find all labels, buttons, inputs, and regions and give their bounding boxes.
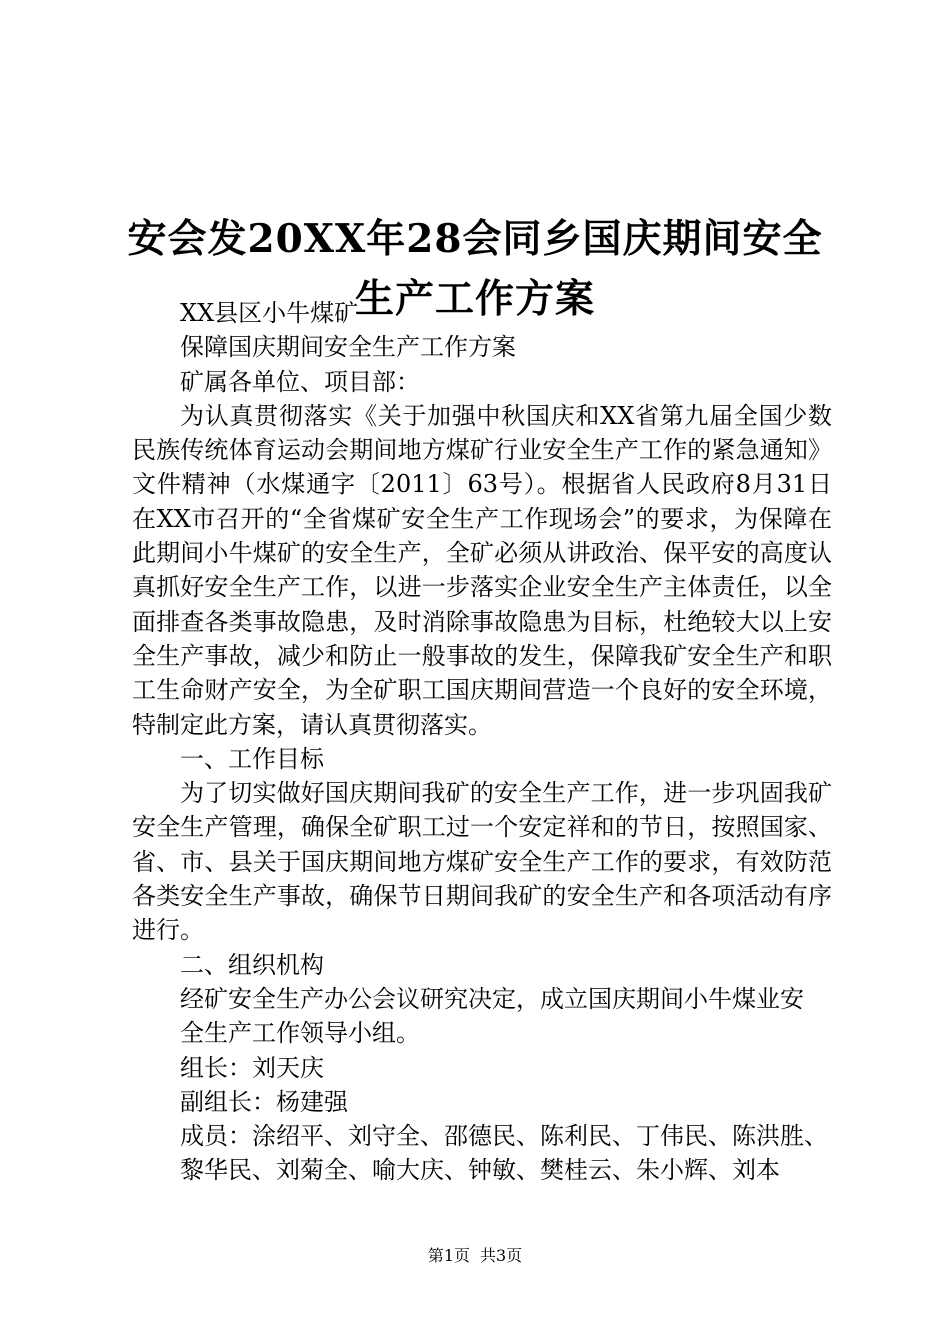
paragraph-leader: 组长：刘天庆 [180, 1053, 324, 1082]
paragraph-members: 成员：涂绍平、刘守全、邵德民、陈利民、丁伟民、陈洪胜、 [180, 1122, 828, 1151]
paragraph-mine-name: XX县区小牛煤矿 [180, 299, 359, 327]
document-body [132, 296, 832, 1188]
paragraph-members-cont: 黎华民、刘菊全、喻大庆、钟敏、樊桂云、朱小辉、刘本 [180, 1156, 780, 1185]
page-footer [0, 1244, 950, 1268]
paragraph-organization: 经矿安全生产办公会议研究决定，成立国庆期间小牛煤业安 [180, 984, 804, 1013]
paragraph-deputy-leader: 副组长：杨建强 [180, 1087, 348, 1116]
section-heading-organization: 二、组织机构 [180, 950, 324, 979]
paragraph-goals: 为了切实做好国庆期间我矿的安全生产工作，进一步巩固我矿安全生产管理，确保全矿职工过一个安定祥和的节日，按照国家、省、市、县关于国庆期间地方煤矿安全生产工作的要求，有效防范各类安全生产事故，确保节日期间我矿的安全生产和各项活动有序进行。 [132, 779, 832, 945]
paragraph-plan-subtitle: 保障国庆期间安全生产工作方案 [180, 333, 516, 362]
paragraph-salutation: 矿属各单位、项目部： [180, 367, 420, 396]
page-total: 共3页 [480, 1246, 523, 1265]
document-title: 安会发20XX年28会同乡国庆期间安全生产工作方案 [127, 216, 823, 323]
paragraph-organization-cont: 全生产工作领导小组。 [180, 1019, 420, 1048]
section-heading-goals: 一、工作目标 [180, 744, 324, 773]
paragraph-intro: 为认真贯彻落实《关于加强中秋国庆和XX省第九届全国少数民族传统体育运动会期间地方煤矿行业安全生产工作的紧急通知》文件精神（水煤通字〔2011〕63号）。根据省人民政府8月31日在XX市召开的“全省煤矿安全生产工作现场会”的要求，为保障在此期间小牛煤矿的安全生产，全矿必须从讲政治、保平安的高度认真抓好安全生产工作，以进一步落实企业安全生产主体责任，以全面排查各类事故隐患，及时消除事故隐患为目标，杜绝较大以上安全生产事故，减少和防止一般事故的发生，保障我矿安全生产和职工生命财产安全，为全矿职工国庆期间营造一个良好的安全环境，特制定此方案，请认真贯彻落实。 [132, 401, 832, 739]
page-number: 第1页 [427, 1246, 470, 1265]
